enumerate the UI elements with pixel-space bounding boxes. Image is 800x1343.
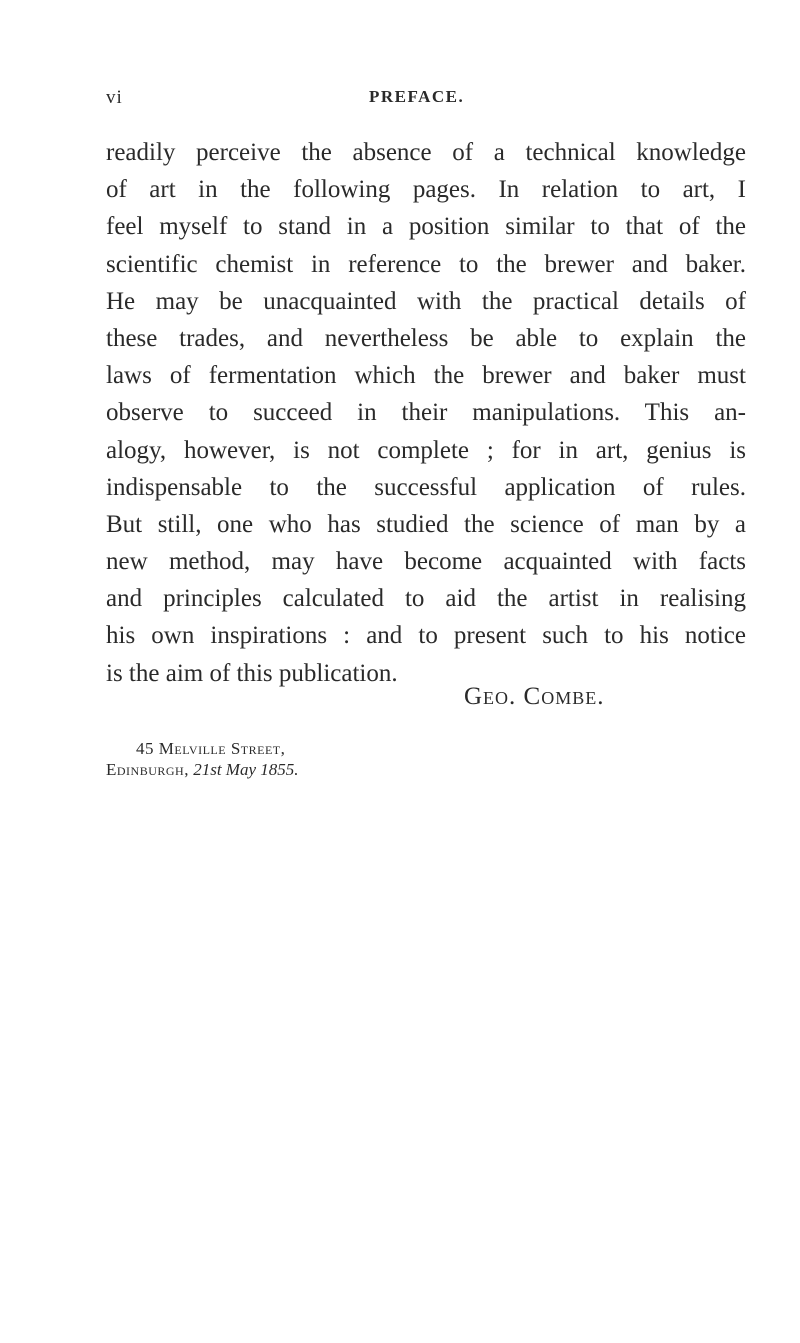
text-line: readily perceive the absence of a technical knowledge xyxy=(106,139,746,166)
page-number: vi xyxy=(106,87,123,108)
text-line: alogy, however, is not complete ; for in art, genius is xyxy=(106,436,746,464)
page-header xyxy=(106,87,746,111)
text-line: observe to succeed in their manipulations. This an- xyxy=(106,399,746,427)
address-street: 45 Melville Street, xyxy=(136,739,286,758)
preface-paragraph xyxy=(106,134,746,692)
address-city: Edinburgh, xyxy=(106,760,189,779)
text-line: laws of fermentation which the brewer and baker must xyxy=(106,362,746,390)
address-date: 21st May 1855. xyxy=(193,760,299,779)
text-line: indispensable to the successful application of rules. xyxy=(106,473,746,501)
text-line: of art in the following pages. In relation to art, I xyxy=(106,176,746,204)
address-city-date xyxy=(106,759,299,780)
text-line: is the aim of this publication. xyxy=(106,659,398,687)
text-line: these trades, and nevertheless be able to explain the xyxy=(106,324,746,352)
text-line: He may be unacquainted with the practical details of xyxy=(106,287,746,315)
text-line: But still, one who has studied the science of man by a xyxy=(106,510,746,538)
address-block xyxy=(106,738,299,780)
text-line: his own inspirations : and to present such to his notice xyxy=(106,622,746,650)
text-line: and principles calculated to aid the artist in realising xyxy=(106,585,746,613)
running-head: PREFACE. xyxy=(369,87,465,106)
text-line: new method, may have become acquainted with facts xyxy=(106,548,746,576)
author-signature: Geo. Combe. xyxy=(464,683,605,710)
text-line: scientific chemist in reference to the brewer and baker. xyxy=(106,250,746,278)
text-line: feel myself to stand in a position similar to that of the xyxy=(106,213,746,241)
